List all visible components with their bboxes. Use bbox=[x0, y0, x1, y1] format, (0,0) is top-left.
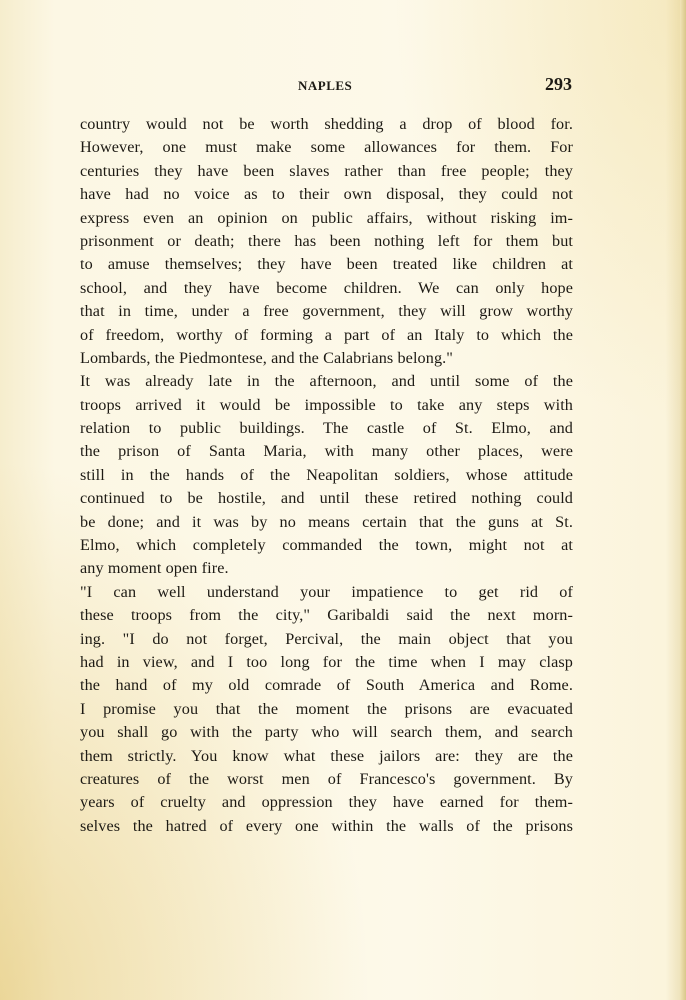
text-line: have had no voice as to their own disposal, they could not bbox=[80, 185, 573, 204]
text-line: years of cruelty and oppression they have earned for them- bbox=[80, 793, 573, 812]
text-line: school, and they have become children. We can only hope bbox=[80, 278, 573, 297]
text-line: them strictly. You know what these jailors are: they are the bbox=[80, 746, 573, 765]
text-line: Elmo, which completely commanded the town, might not at bbox=[80, 536, 573, 555]
text-line: the prison of Santa Maria, with many other places, were bbox=[80, 442, 573, 461]
text-line: country would not be worth shedding a drop of blood for. bbox=[80, 115, 573, 133]
text-line: It was already late in the afternoon, and until some of the bbox=[80, 372, 573, 391]
text-line: "I can well understand your impatience to get rid of bbox=[80, 582, 573, 601]
text-line: ing. "I do not forget, Percival, the main object that you bbox=[80, 629, 573, 648]
text-line: had in view, and I too long for the time when I may clasp bbox=[80, 652, 573, 671]
text-line: the hand of my old comrade of South America and Rome. bbox=[80, 676, 573, 695]
text-line-paragraph-end: any moment open fire. bbox=[80, 559, 229, 578]
body-text bbox=[80, 113, 573, 838]
text-line: still in the hands of the Neapolitan soldiers, whose attitude bbox=[80, 465, 573, 484]
text-line: these troops from the city," Garibaldi said the next morn- bbox=[80, 606, 573, 625]
text-line: you shall go with the party who will search them, and search bbox=[80, 723, 573, 742]
text-line: selves the hatred of every one within the walls of the prisons bbox=[80, 816, 573, 835]
text-line: continued to be hostile, and until these retired nothing could bbox=[80, 489, 573, 508]
running-head: NAPLES bbox=[298, 78, 353, 93]
text-line: I promise you that the moment the prisons are evacuated bbox=[80, 699, 573, 718]
text-line: be done; and it was by no means certain that the guns at St. bbox=[80, 512, 573, 531]
text-line-paragraph-end: Lombards, the Piedmontese, and the Calabrians belong." bbox=[80, 348, 453, 367]
text-line: that in time, under a free government, they will grow worthy bbox=[80, 302, 573, 321]
text-line: express even an opinion on public affairs, without risking im- bbox=[80, 208, 573, 227]
text-line: creatures of the worst men of Francesco's government. By bbox=[80, 769, 573, 788]
text-line: to amuse themselves; they have been treated like children at bbox=[80, 255, 573, 274]
page-edge-shadow bbox=[680, 0, 686, 1000]
page-number: 293 bbox=[545, 74, 572, 94]
text-line: of freedom, worthy of forming a part of an Italy to which the bbox=[80, 325, 573, 344]
page-header bbox=[80, 74, 572, 98]
text-line: centuries they have been slaves rather than free people; they bbox=[80, 161, 573, 180]
text-line: troops arrived it would be impossible to take any steps with bbox=[80, 395, 573, 414]
text-line: relation to public buildings. The castle of St. Elmo, and bbox=[80, 419, 573, 438]
text-line: However, one must make some allowances for them. For bbox=[80, 138, 573, 157]
text-line: prisonment or death; there has been nothing left for them but bbox=[80, 231, 573, 250]
